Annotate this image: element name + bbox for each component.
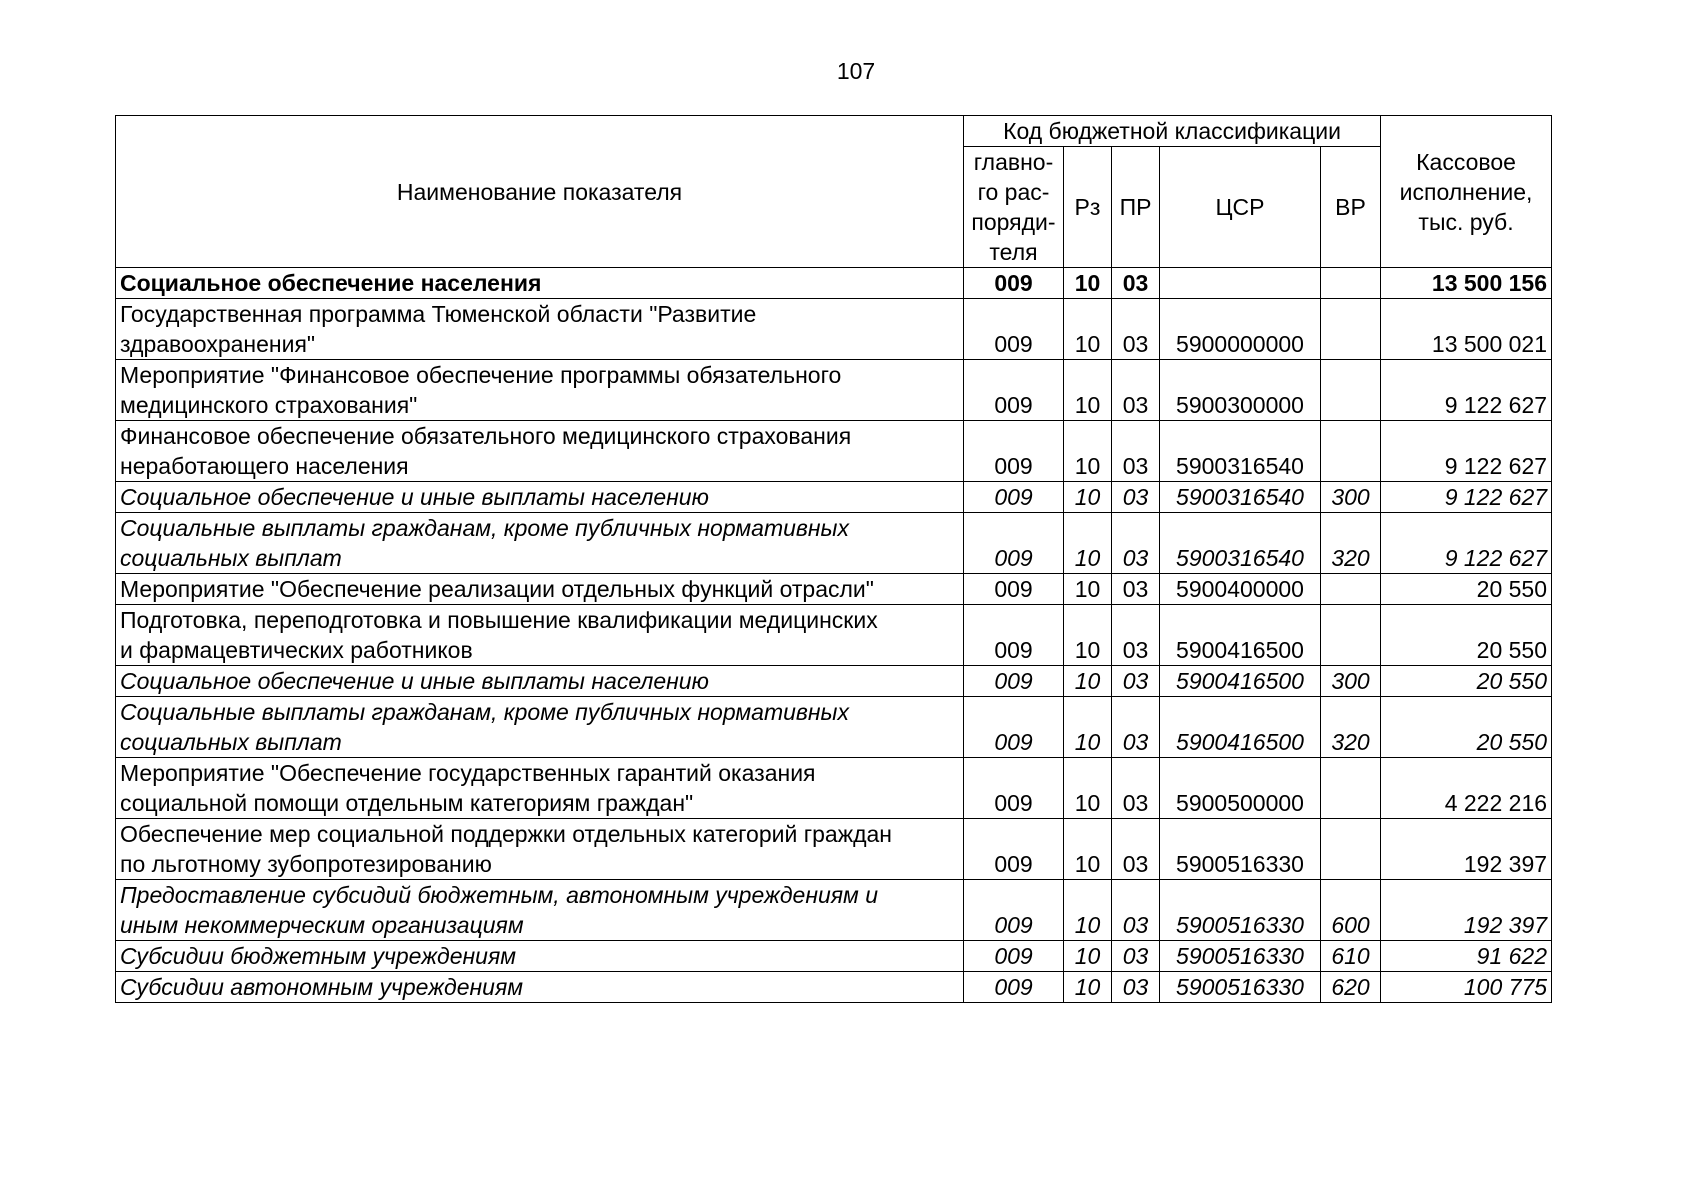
cell-pr: 03 xyxy=(1112,880,1160,941)
cell-vr: 620 xyxy=(1321,972,1381,1003)
table-row xyxy=(116,605,1552,666)
cell-csr: 5900416500 xyxy=(1160,697,1321,758)
header-name: Наименование показателя xyxy=(116,116,964,268)
cell-vr: 320 xyxy=(1321,697,1381,758)
table-row xyxy=(116,299,1552,360)
cell-pr: 03 xyxy=(1112,574,1160,605)
budget-table xyxy=(115,115,1552,1003)
cell-rz: 10 xyxy=(1064,605,1112,666)
cell-vr xyxy=(1321,360,1381,421)
cell-vr xyxy=(1321,605,1381,666)
row-name-line: Финансовое обеспечение обязательного медицинского страхования xyxy=(120,423,852,449)
cell-rz: 10 xyxy=(1064,819,1112,880)
cell-pr: 03 xyxy=(1112,482,1160,513)
table-row xyxy=(116,880,1552,941)
cell-pr: 03 xyxy=(1112,268,1160,299)
cell-grbs: 009 xyxy=(964,819,1064,880)
cell-rz: 10 xyxy=(1064,574,1112,605)
cell-amount: 20 550 xyxy=(1381,666,1552,697)
header-code-group: Код бюджетной классификации xyxy=(964,116,1381,147)
row-name-line: социальных выплат xyxy=(120,729,342,755)
cell-pr: 03 xyxy=(1112,697,1160,758)
cell-vr xyxy=(1321,819,1381,880)
cell-grbs: 009 xyxy=(964,880,1064,941)
row-name-line: иным некоммерческим организациям xyxy=(120,912,524,938)
cell-csr: 5900300000 xyxy=(1160,360,1321,421)
cell-grbs: 009 xyxy=(964,941,1064,972)
cell-grbs: 009 xyxy=(964,421,1064,482)
row-name xyxy=(116,605,964,666)
cell-rz: 10 xyxy=(1064,360,1112,421)
cell-amount: 91 622 xyxy=(1381,941,1552,972)
cell-csr: 5900316540 xyxy=(1160,482,1321,513)
cell-amount: 9 122 627 xyxy=(1381,513,1552,574)
table-row xyxy=(116,513,1552,574)
cell-rz: 10 xyxy=(1064,421,1112,482)
row-name xyxy=(116,482,964,513)
cell-pr: 03 xyxy=(1112,421,1160,482)
header-grbs xyxy=(964,147,1064,268)
cell-csr: 5900316540 xyxy=(1160,421,1321,482)
header-csr: ЦСР xyxy=(1160,147,1321,268)
header-amount-line: исполнение, xyxy=(1399,178,1533,205)
cell-amount: 20 550 xyxy=(1381,605,1552,666)
page-number: 107 xyxy=(836,58,876,84)
row-name-line: социальных выплат xyxy=(120,545,342,571)
cell-vr: 610 xyxy=(1321,941,1381,972)
cell-pr: 03 xyxy=(1112,605,1160,666)
cell-amount: 192 397 xyxy=(1381,819,1552,880)
cell-vr: 320 xyxy=(1321,513,1381,574)
cell-rz: 10 xyxy=(1064,482,1112,513)
cell-csr: 5900416500 xyxy=(1160,666,1321,697)
row-name-line: Субсидии автономным учреждениям xyxy=(120,974,524,1000)
cell-rz: 10 xyxy=(1064,758,1112,819)
header-amount-line: тыс. руб. xyxy=(1418,208,1514,235)
table-row xyxy=(116,758,1552,819)
cell-amount: 20 550 xyxy=(1381,574,1552,605)
table-row xyxy=(116,972,1552,1003)
row-name xyxy=(116,421,964,482)
cell-vr xyxy=(1321,758,1381,819)
cell-pr: 03 xyxy=(1112,972,1160,1003)
cell-grbs: 009 xyxy=(964,758,1064,819)
cell-rz: 10 xyxy=(1064,666,1112,697)
row-name xyxy=(116,360,964,421)
row-name xyxy=(116,268,964,299)
cell-grbs: 009 xyxy=(964,574,1064,605)
row-name xyxy=(116,819,964,880)
cell-amount: 9 122 627 xyxy=(1381,421,1552,482)
cell-grbs: 009 xyxy=(964,666,1064,697)
row-name xyxy=(116,574,964,605)
cell-csr: 5900500000 xyxy=(1160,758,1321,819)
header-rz: Рз xyxy=(1064,147,1112,268)
cell-csr: 5900516330 xyxy=(1160,819,1321,880)
cell-csr: 5900400000 xyxy=(1160,574,1321,605)
cell-amount: 4 222 216 xyxy=(1381,758,1552,819)
row-name-line: Социальное обеспечение и иные выплаты населению xyxy=(120,668,709,694)
row-name-line: неработающего населения xyxy=(120,453,409,479)
header-grbs-line: теля xyxy=(989,239,1038,265)
table-row xyxy=(116,360,1552,421)
cell-amount: 13 500 021 xyxy=(1381,299,1552,360)
cell-grbs: 009 xyxy=(964,268,1064,299)
cell-pr: 03 xyxy=(1112,360,1160,421)
header-grbs-line: поряди- xyxy=(971,209,1056,235)
table-body xyxy=(116,268,1552,1003)
cell-grbs: 009 xyxy=(964,482,1064,513)
cell-amount: 9 122 627 xyxy=(1381,360,1552,421)
cell-grbs: 009 xyxy=(964,697,1064,758)
header-grbs-line: главно- xyxy=(973,149,1054,175)
row-name xyxy=(116,513,964,574)
cell-rz: 10 xyxy=(1064,513,1112,574)
cell-vr: 600 xyxy=(1321,880,1381,941)
cell-pr: 03 xyxy=(1112,513,1160,574)
row-name-line: и фармацевтических работников xyxy=(120,637,473,663)
cell-vr xyxy=(1321,421,1381,482)
cell-amount: 13 500 156 xyxy=(1381,268,1552,299)
row-name xyxy=(116,941,964,972)
cell-amount: 9 122 627 xyxy=(1381,482,1552,513)
cell-vr: 300 xyxy=(1321,482,1381,513)
cell-rz: 10 xyxy=(1064,697,1112,758)
table-row xyxy=(116,941,1552,972)
row-name-line: Мероприятие "Обеспечение реализации отдельных функций отрасли" xyxy=(120,576,874,602)
cell-csr xyxy=(1160,268,1321,299)
row-name-line: социальной помощи отдельным категориям граждан" xyxy=(120,790,694,816)
table-row xyxy=(116,819,1552,880)
table-row xyxy=(116,421,1552,482)
cell-vr: 300 xyxy=(1321,666,1381,697)
cell-grbs: 009 xyxy=(964,605,1064,666)
cell-amount: 100 775 xyxy=(1381,972,1552,1003)
table-row xyxy=(116,482,1552,513)
cell-pr: 03 xyxy=(1112,299,1160,360)
cell-vr xyxy=(1321,268,1381,299)
cell-rz: 10 xyxy=(1064,880,1112,941)
cell-csr: 5900516330 xyxy=(1160,941,1321,972)
cell-csr: 5900000000 xyxy=(1160,299,1321,360)
cell-pr: 03 xyxy=(1112,666,1160,697)
table-row xyxy=(116,697,1552,758)
row-name-line: Подготовка, переподготовка и повышение квалификации медицинских xyxy=(120,607,878,633)
cell-vr xyxy=(1321,299,1381,360)
row-name-line: медицинского страхования" xyxy=(120,392,418,418)
cell-pr: 03 xyxy=(1112,758,1160,819)
cell-amount: 20 550 xyxy=(1381,697,1552,758)
row-name-line: здравоохранения" xyxy=(120,331,316,357)
header-amount-line: Кассовое xyxy=(1416,148,1516,175)
cell-grbs: 009 xyxy=(964,513,1064,574)
header-pr: ПР xyxy=(1112,147,1160,268)
row-name-line: по льготному зубопротезированию xyxy=(120,851,492,877)
row-name-line: Социальные выплаты гражданам, кроме публичных нормативных xyxy=(120,515,849,541)
row-name xyxy=(116,697,964,758)
cell-csr: 5900516330 xyxy=(1160,880,1321,941)
cell-csr: 5900316540 xyxy=(1160,513,1321,574)
cell-rz: 10 xyxy=(1064,972,1112,1003)
table-row xyxy=(116,666,1552,697)
header-vr: ВР xyxy=(1321,147,1381,268)
row-name-line: Субсидии бюджетным учреждениям xyxy=(120,943,517,969)
table-row xyxy=(116,268,1552,299)
row-name-line: Социальное обеспечение и иные выплаты населению xyxy=(120,484,709,510)
row-name xyxy=(116,880,964,941)
row-name-line: Социальное обеспечение населения xyxy=(120,270,542,296)
row-name-line: Государственная программа Тюменской области "Развитие xyxy=(120,301,757,327)
cell-amount: 192 397 xyxy=(1381,880,1552,941)
cell-rz: 10 xyxy=(1064,941,1112,972)
row-name-line: Предоставление субсидий бюджетным, автономным учреждениям и xyxy=(120,882,879,908)
header-grbs-line: го рас- xyxy=(977,179,1050,205)
row-name xyxy=(116,758,964,819)
cell-csr: 5900516330 xyxy=(1160,972,1321,1003)
cell-vr xyxy=(1321,574,1381,605)
row-name-line: Мероприятие "Финансовое обеспечение программы обязательного xyxy=(120,362,842,388)
row-name xyxy=(116,299,964,360)
row-name-line: Социальные выплаты гражданам, кроме публичных нормативных xyxy=(120,699,849,725)
row-name-line: Мероприятие "Обеспечение государственных гарантий оказания xyxy=(120,760,816,786)
row-name-line: Обеспечение мер социальной поддержки отдельных категорий граждан xyxy=(120,821,892,847)
header-amount xyxy=(1381,116,1552,268)
cell-pr: 03 xyxy=(1112,819,1160,880)
cell-csr: 5900416500 xyxy=(1160,605,1321,666)
cell-rz: 10 xyxy=(1064,268,1112,299)
cell-grbs: 009 xyxy=(964,299,1064,360)
table-row xyxy=(116,574,1552,605)
row-name xyxy=(116,972,964,1003)
cell-grbs: 009 xyxy=(964,972,1064,1003)
cell-rz: 10 xyxy=(1064,299,1112,360)
cell-pr: 03 xyxy=(1112,941,1160,972)
cell-grbs: 009 xyxy=(964,360,1064,421)
row-name xyxy=(116,666,964,697)
